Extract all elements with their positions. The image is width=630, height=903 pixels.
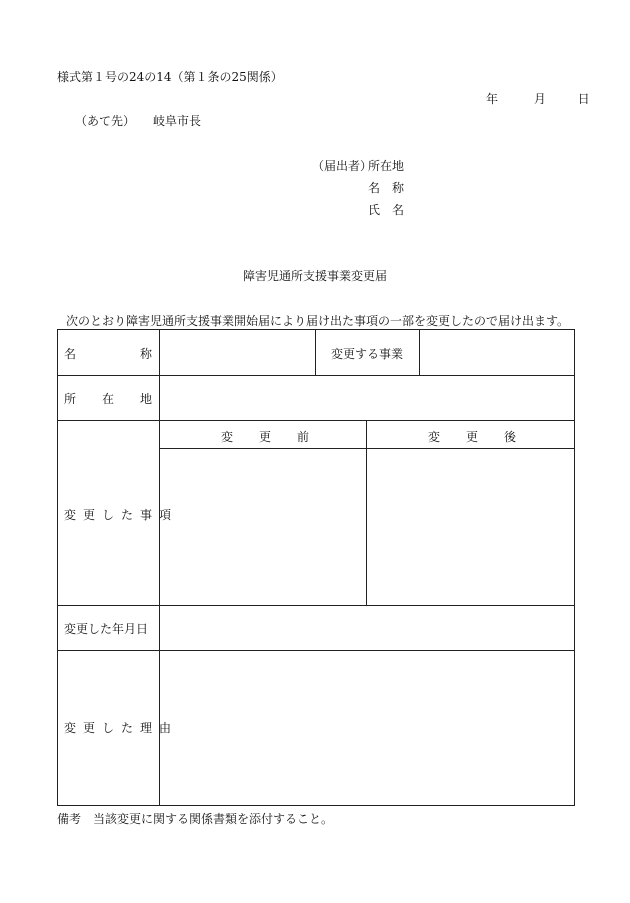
business-input[interactable]: [420, 330, 574, 375]
reason-label: 変更した理由: [64, 721, 179, 735]
notifier-name-label: 名称: [368, 181, 417, 195]
name-input[interactable]: [159, 330, 315, 375]
notifier-block: [312, 155, 416, 221]
business-label: 変更する事業: [331, 347, 404, 361]
addressee: [75, 112, 201, 129]
location-input[interactable]: [159, 375, 574, 420]
remarks-label: 備考: [57, 812, 82, 826]
name-label-1: 名: [64, 347, 77, 361]
location-label-source: [63, 389, 66, 390]
date-year: 年: [486, 92, 499, 106]
location-label: 所 在 地: [64, 392, 152, 406]
intro-text: 次のとおり障害児通所支援事業開始届により届け出た事項の一部を変更したので届け出ます。: [66, 314, 570, 328]
document-title: 障害児通所支援事業変更届: [242, 269, 387, 283]
form-number: 様式第１号の24の14（第１条の25関係）: [57, 70, 283, 84]
change-date-label: 変更した年月日: [64, 622, 149, 636]
addressee-name: 岐阜市長: [153, 114, 202, 128]
remarks: [57, 810, 333, 827]
reason-input[interactable]: [159, 650, 574, 805]
name-label-source: [63, 344, 65, 345]
changed-items-label: 変更した事項: [64, 508, 179, 522]
after-input[interactable]: [367, 448, 574, 605]
date-line: [486, 90, 590, 107]
change-date-input[interactable]: [159, 605, 574, 650]
after-label: 変更後: [428, 430, 543, 444]
notifier-person-label: 氏名: [368, 203, 417, 217]
notifier-label: （届出者）: [312, 159, 373, 173]
remarks-text: 当該変更に関する関係書類を添付すること。: [93, 812, 334, 826]
name-label: [64, 345, 152, 362]
change-form-table: [57, 329, 575, 806]
addressee-label: （あて先）: [75, 114, 136, 128]
date-month: 月: [533, 92, 546, 106]
notifier-address-label: 所在地: [368, 159, 405, 173]
name-label-2: 称: [139, 347, 152, 361]
before-label: 変更前: [221, 430, 336, 444]
before-input[interactable]: [159, 448, 366, 605]
date-day: 日: [577, 92, 590, 106]
